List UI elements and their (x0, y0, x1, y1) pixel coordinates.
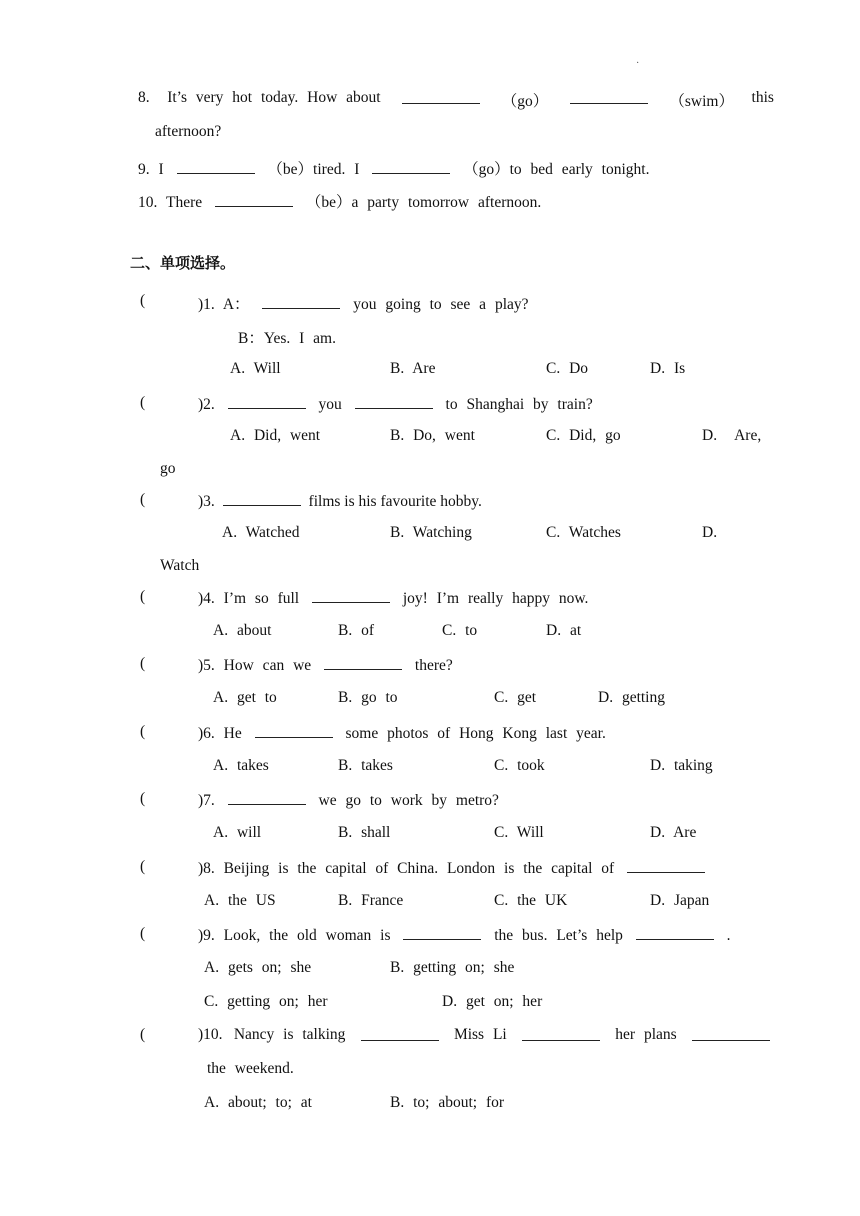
question-number: )1. (198, 296, 215, 313)
option-d[interactable]: D. Japan (650, 892, 710, 909)
option-c[interactable]: C. to (442, 622, 478, 639)
fill-question-8-cont: afternoon? (155, 123, 222, 140)
mc-question-10 (198, 1026, 774, 1044)
answer-blank[interactable] (312, 588, 390, 603)
question-number: 8. (138, 89, 150, 106)
option-c[interactable]: C. Watches (546, 524, 621, 541)
option-d[interactable]: D. Are, (702, 427, 762, 444)
mc-question-1 (198, 292, 529, 314)
option-c[interactable]: C. get (494, 689, 537, 706)
answer-paren[interactable]: ( (140, 491, 146, 508)
question-text: you (318, 396, 342, 413)
fill-question-8 (138, 89, 774, 111)
question-text: I’m so full (223, 590, 300, 607)
answer-paren[interactable]: ( (140, 655, 146, 672)
question-number: )5. (198, 657, 215, 674)
option-c[interactable]: C. Did, go (546, 427, 621, 444)
question-text: the bus. Let’s help (494, 927, 623, 944)
question-number: )3. (198, 493, 215, 510)
option-d[interactable]: D. get on; her (442, 993, 543, 1010)
question-text: films is his favourite hobby. (308, 493, 482, 510)
option-c[interactable]: C. Will (494, 824, 544, 841)
mc-question-7 (198, 790, 499, 810)
question-number: )9. (198, 927, 215, 944)
question-text: joy! I’m really happy now. (402, 590, 589, 607)
question-text: . (726, 927, 731, 944)
question-text: I (158, 161, 164, 178)
question-text: Nancy is talking (233, 1026, 346, 1043)
option-a[interactable]: A. about; to; at (204, 1094, 312, 1111)
option-b[interactable]: B. takes (338, 757, 393, 774)
answer-paren[interactable]: ( (140, 858, 146, 875)
option-b[interactable]: B. Are (390, 360, 436, 377)
question-text: （go）to bed early tonight. (463, 161, 650, 178)
question-number: )10. (198, 1026, 223, 1043)
answer-paren[interactable]: ( (140, 790, 146, 807)
answer-paren[interactable]: ( (140, 925, 146, 942)
question-text: There (165, 194, 203, 211)
mc-question-10-line2: the weekend. (207, 1060, 294, 1077)
option-d[interactable]: D. taking (650, 757, 713, 774)
option-d-wrap: Watch (160, 557, 200, 574)
answer-blank[interactable] (692, 1026, 770, 1041)
answer-blank[interactable] (228, 394, 306, 409)
option-b[interactable]: B. Do, went (390, 427, 475, 444)
answer-paren[interactable]: ( (140, 588, 146, 605)
answer-paren[interactable]: ( (140, 394, 146, 411)
question-text: How can we (223, 657, 312, 674)
question-text: you going to see a play? (353, 296, 529, 313)
mc-question-1-line2: B：Yes. I am. (238, 330, 336, 347)
question-text: this (751, 89, 774, 106)
option-d[interactable]: D. Are (650, 824, 697, 841)
question-number: )2. (198, 396, 215, 413)
mc-question-3 (198, 491, 482, 511)
option-d[interactable]: D. (702, 524, 718, 541)
question-number: )6. (198, 725, 215, 742)
question-text: （be）a party tomorrow afternoon. (305, 194, 542, 211)
fill-question-9 (138, 157, 649, 179)
answer-blank[interactable] (372, 159, 450, 174)
answer-blank[interactable] (262, 294, 340, 309)
option-c[interactable]: C. took (494, 757, 545, 774)
option-a[interactable]: A. will (213, 824, 262, 841)
option-d-wrap: go (160, 460, 176, 477)
question-number: 9. (138, 161, 150, 178)
question-text: Beijing is the capital of China. London is the capital of (223, 860, 615, 877)
option-b[interactable]: B. go to (338, 689, 398, 706)
option-d[interactable]: D. Is (650, 360, 686, 377)
answer-blank[interactable] (636, 925, 714, 940)
option-a[interactable]: A. the US (204, 892, 276, 909)
option-c[interactable]: C. getting on; her (204, 993, 328, 1010)
answer-paren[interactable]: ( (140, 292, 146, 309)
question-number: )8. (198, 860, 215, 877)
mc-question-9 (198, 925, 731, 945)
answer-blank[interactable] (177, 159, 255, 174)
option-d[interactable]: D. at (546, 622, 582, 639)
answer-paren[interactable]: ( (140, 1026, 146, 1043)
answer-blank[interactable] (223, 491, 301, 506)
answer-paren[interactable]: ( (140, 723, 146, 740)
option-c[interactable]: C. Do (546, 360, 589, 377)
option-d[interactable]: D. getting (598, 689, 665, 706)
option-a[interactable]: A. Did, went (230, 427, 321, 444)
option-b[interactable]: B. shall (338, 824, 391, 841)
question-text: （be）tired. I (267, 161, 360, 178)
answer-blank[interactable] (522, 1026, 600, 1041)
answer-blank[interactable] (215, 192, 293, 207)
mc-question-6 (198, 723, 606, 743)
answer-blank[interactable] (228, 790, 306, 805)
question-number: )7. (198, 792, 215, 809)
question-text: her plans (615, 1026, 677, 1043)
page-mark: · (636, 58, 640, 69)
answer-blank[interactable] (355, 394, 433, 409)
answer-blank[interactable] (361, 1026, 439, 1041)
mc-question-5 (198, 655, 453, 675)
option-a[interactable]: A. about (213, 622, 272, 639)
mc-question-8 (198, 858, 709, 878)
question-text: to Shanghai by train? (445, 396, 593, 413)
answer-blank[interactable] (255, 723, 333, 738)
option-b[interactable]: B. France (338, 892, 404, 909)
question-text: we go to work by metro? (318, 792, 499, 809)
answer-blank[interactable] (403, 925, 481, 940)
question-text: some photos of Hong Kong last year. (345, 725, 606, 742)
option-a[interactable]: A. get to (213, 689, 277, 706)
answer-blank[interactable] (324, 655, 402, 670)
section-heading: 二、单项选择。 (130, 254, 236, 272)
option-a[interactable]: A. Watched (222, 524, 300, 541)
option-c[interactable]: C. the UK (494, 892, 568, 909)
question-number: 10. (138, 194, 158, 211)
answer-blank[interactable] (402, 89, 480, 104)
question-text: there? (414, 657, 453, 674)
answer-blank[interactable] (627, 858, 705, 873)
question-text: He (223, 725, 242, 742)
verb-hint: （go） (501, 93, 549, 110)
option-b[interactable]: B. Watching (390, 524, 472, 541)
fill-question-10 (138, 190, 541, 212)
option-b[interactable]: B. getting on; she (390, 959, 515, 976)
question-text: Look, the old woman is (223, 927, 391, 944)
option-a[interactable]: A. takes (213, 757, 269, 774)
question-text: It’s very hot today. How about (167, 89, 381, 106)
question-text: Miss Li (453, 1026, 507, 1043)
option-b[interactable]: B. to; about; for (390, 1094, 505, 1111)
verb-hint: （swim） (669, 93, 734, 110)
option-b[interactable]: B. of (338, 622, 374, 639)
question-number: )4. (198, 590, 215, 607)
option-a[interactable]: A. gets on; she (204, 959, 312, 976)
mc-question-2 (198, 394, 593, 414)
answer-blank[interactable] (570, 89, 648, 104)
option-a[interactable]: A. Will (230, 360, 281, 377)
question-text: A： (222, 296, 250, 313)
mc-question-4 (198, 588, 588, 608)
